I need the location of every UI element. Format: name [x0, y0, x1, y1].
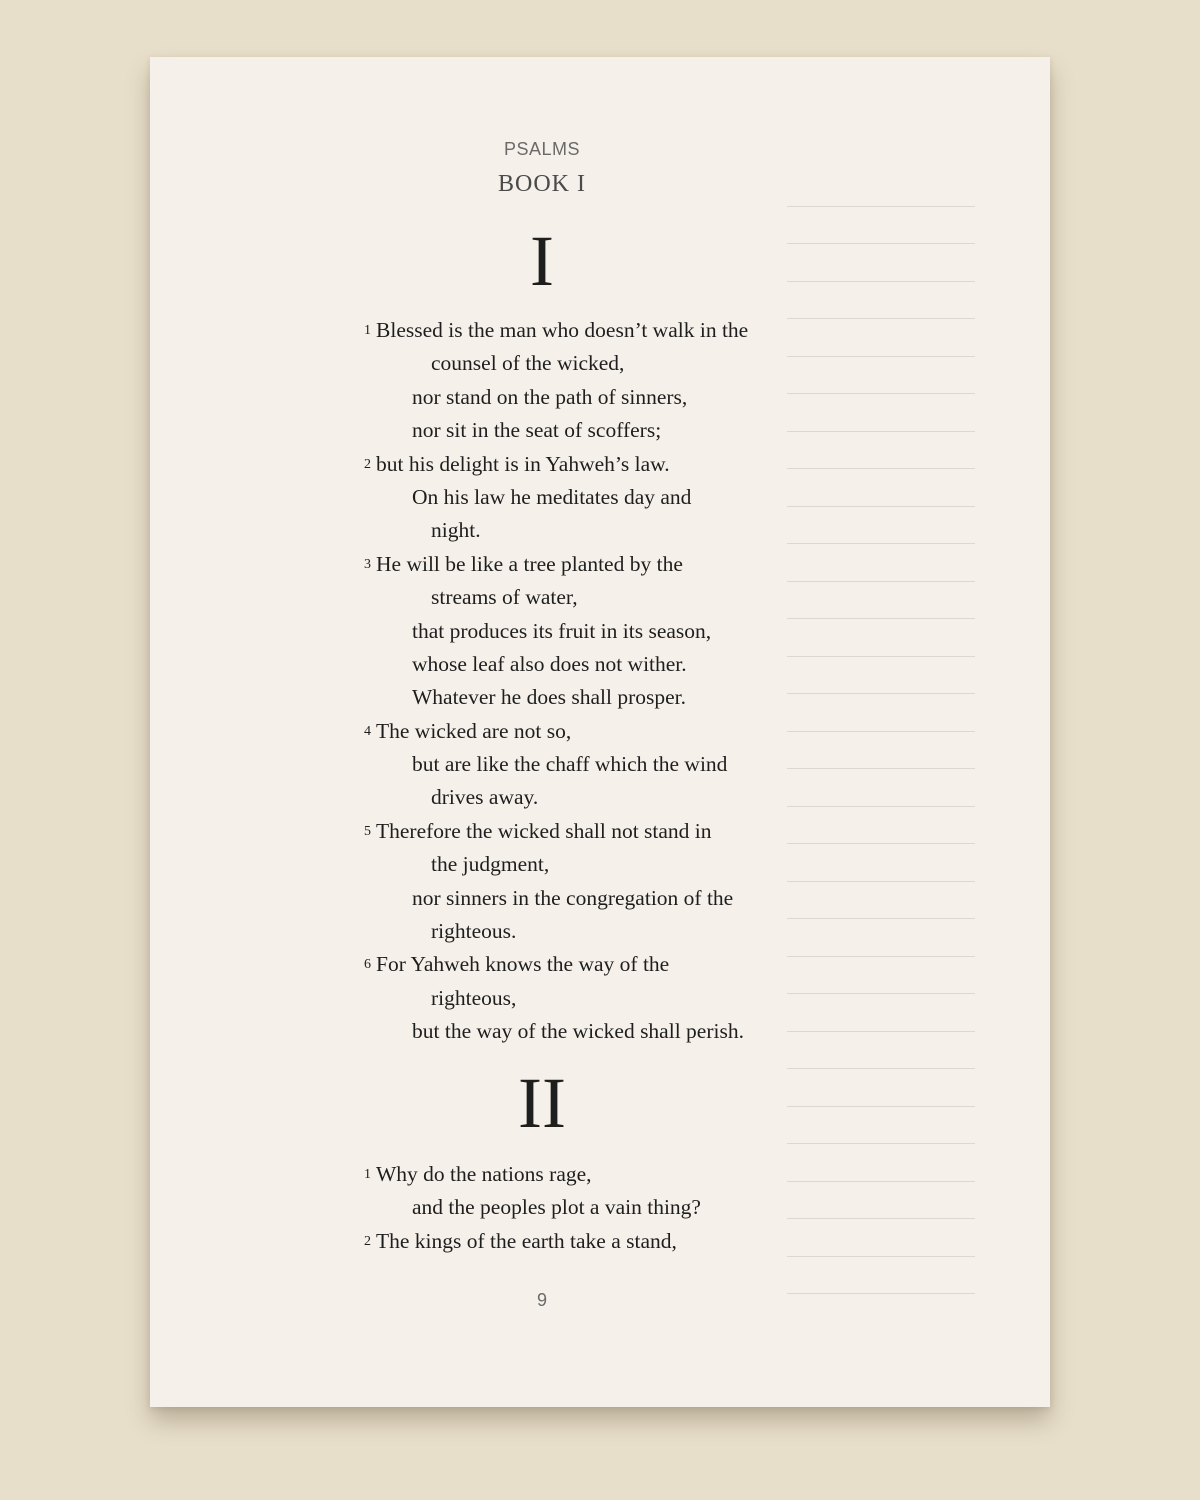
ruled-line — [787, 769, 975, 807]
verse-number: 2 — [364, 456, 371, 472]
ruled-line — [787, 994, 975, 1032]
verse-line-text: and the peoples plot a vain thing? — [412, 1195, 701, 1220]
verse-line — [364, 748, 764, 781]
verse-line — [364, 948, 764, 981]
ruled-line — [787, 1257, 975, 1295]
ruled-line — [787, 469, 975, 507]
ruled-line — [787, 507, 975, 545]
ruled-line — [787, 807, 975, 845]
ruled-line — [787, 244, 975, 282]
verse-line — [364, 648, 764, 681]
verse-line — [364, 848, 764, 881]
verse-line-text: Why do the nations rage, — [376, 1162, 592, 1186]
verse-number: 1 — [364, 1167, 371, 1182]
page-number: 9 — [536, 1290, 547, 1310]
ruled-line — [787, 1069, 975, 1107]
verse-line — [364, 1158, 764, 1191]
book-page — [150, 57, 1050, 1407]
verse-line-text: but the way of the wicked shall perish. — [412, 1019, 744, 1044]
verse-line-text: Whatever he does shall prosper. — [412, 685, 687, 710]
verse-line — [364, 448, 764, 481]
ruled-line — [787, 732, 975, 770]
verse-line-text: drives away. — [431, 785, 539, 810]
verse-line-text: but are like the chaff which the wind — [412, 752, 728, 777]
verse-line — [364, 581, 764, 614]
verse-line — [364, 615, 764, 648]
ruled-line — [787, 1032, 975, 1070]
verse-number: 2 — [364, 1233, 371, 1249]
verse-line — [364, 715, 764, 748]
verse-line — [364, 314, 764, 347]
verse-number: 3 — [364, 556, 371, 572]
verse-line — [364, 681, 764, 714]
ruled-line — [787, 1182, 975, 1220]
psalm-numeral: II — [518, 1063, 566, 1143]
verse-line — [364, 381, 764, 414]
verse-line — [364, 915, 764, 948]
ruled-line — [787, 207, 975, 245]
running-header-book-name: PSALMS — [503, 139, 581, 159]
verse-line-text: counsel of the wicked, — [431, 351, 625, 376]
ruled-line — [787, 882, 975, 920]
verse-number: 6 — [364, 957, 371, 973]
verse-number: 4 — [364, 723, 371, 739]
verse-number: 1 — [364, 323, 371, 338]
verse-line — [364, 548, 764, 581]
ruled-line — [787, 544, 975, 582]
ruled-line — [787, 619, 975, 657]
ruled-line — [787, 694, 975, 732]
verse-number: 5 — [364, 823, 371, 839]
verse-line-text: righteous. — [431, 919, 517, 944]
verse-line-text: nor stand on the path of sinners, — [412, 384, 688, 409]
verse-line — [364, 815, 764, 848]
verse-line — [364, 781, 764, 814]
verse-line — [364, 1191, 764, 1224]
verse-line-text: nor sit in the seat of scoffers; — [412, 418, 662, 443]
verse-line-text: Blessed is the man who doesn’t walk in the — [376, 318, 749, 342]
verse-line-text: The kings of the earth take a stand, — [376, 1228, 677, 1253]
ruled-line — [787, 582, 975, 620]
psalm-numeral: I — [530, 221, 554, 301]
verse-line — [364, 982, 764, 1015]
verse-line — [364, 481, 764, 514]
verse-line-text: the judgment, — [431, 852, 550, 877]
verse-line-text: nor sinners in the congregation of the — [412, 885, 734, 910]
verse-line-text: Therefore the wicked shall not stand in — [376, 818, 712, 843]
verse-line — [364, 514, 764, 547]
verse-line-text: He will be like a tree planted by the — [376, 551, 683, 576]
ruled-line — [787, 1219, 975, 1257]
verse-line-text: night. — [431, 518, 481, 543]
verse-line-text: righteous, — [431, 985, 517, 1010]
ruled-line — [787, 957, 975, 995]
verse-line — [364, 882, 764, 915]
ruled-line — [787, 282, 975, 320]
verse-line — [364, 414, 764, 447]
verse-line — [364, 1225, 764, 1258]
verse-line-text: The wicked are not so, — [376, 718, 572, 743]
verse-line — [364, 347, 764, 380]
verse-line-text: but his delight is in Yahweh’s law. — [376, 451, 670, 476]
psalm-text — [364, 314, 764, 1049]
ruled-line — [787, 657, 975, 695]
ruled-line — [787, 394, 975, 432]
ruled-line — [787, 919, 975, 957]
ruled-line — [787, 432, 975, 470]
verse-line-text: On his law he meditates day and — [412, 484, 692, 509]
verse-line-text: whose leaf also does not wither. — [412, 651, 687, 676]
book-division-heading: BOOK I — [498, 171, 586, 197]
ruled-line — [787, 357, 975, 395]
ruled-line — [787, 319, 975, 357]
ruled-line — [787, 1144, 975, 1182]
ruled-line — [787, 1107, 975, 1145]
ruled-line — [787, 844, 975, 882]
verse-line-text: that produces its fruit in its season, — [412, 618, 712, 643]
ruled-line — [787, 169, 975, 207]
notes-ruled-lines — [787, 169, 975, 1294]
psalm-text — [364, 1158, 764, 1258]
verse-line-text: For Yahweh knows the way of the — [376, 952, 670, 977]
verse-line — [364, 1015, 764, 1048]
verse-line-text: streams of water, — [431, 585, 578, 610]
